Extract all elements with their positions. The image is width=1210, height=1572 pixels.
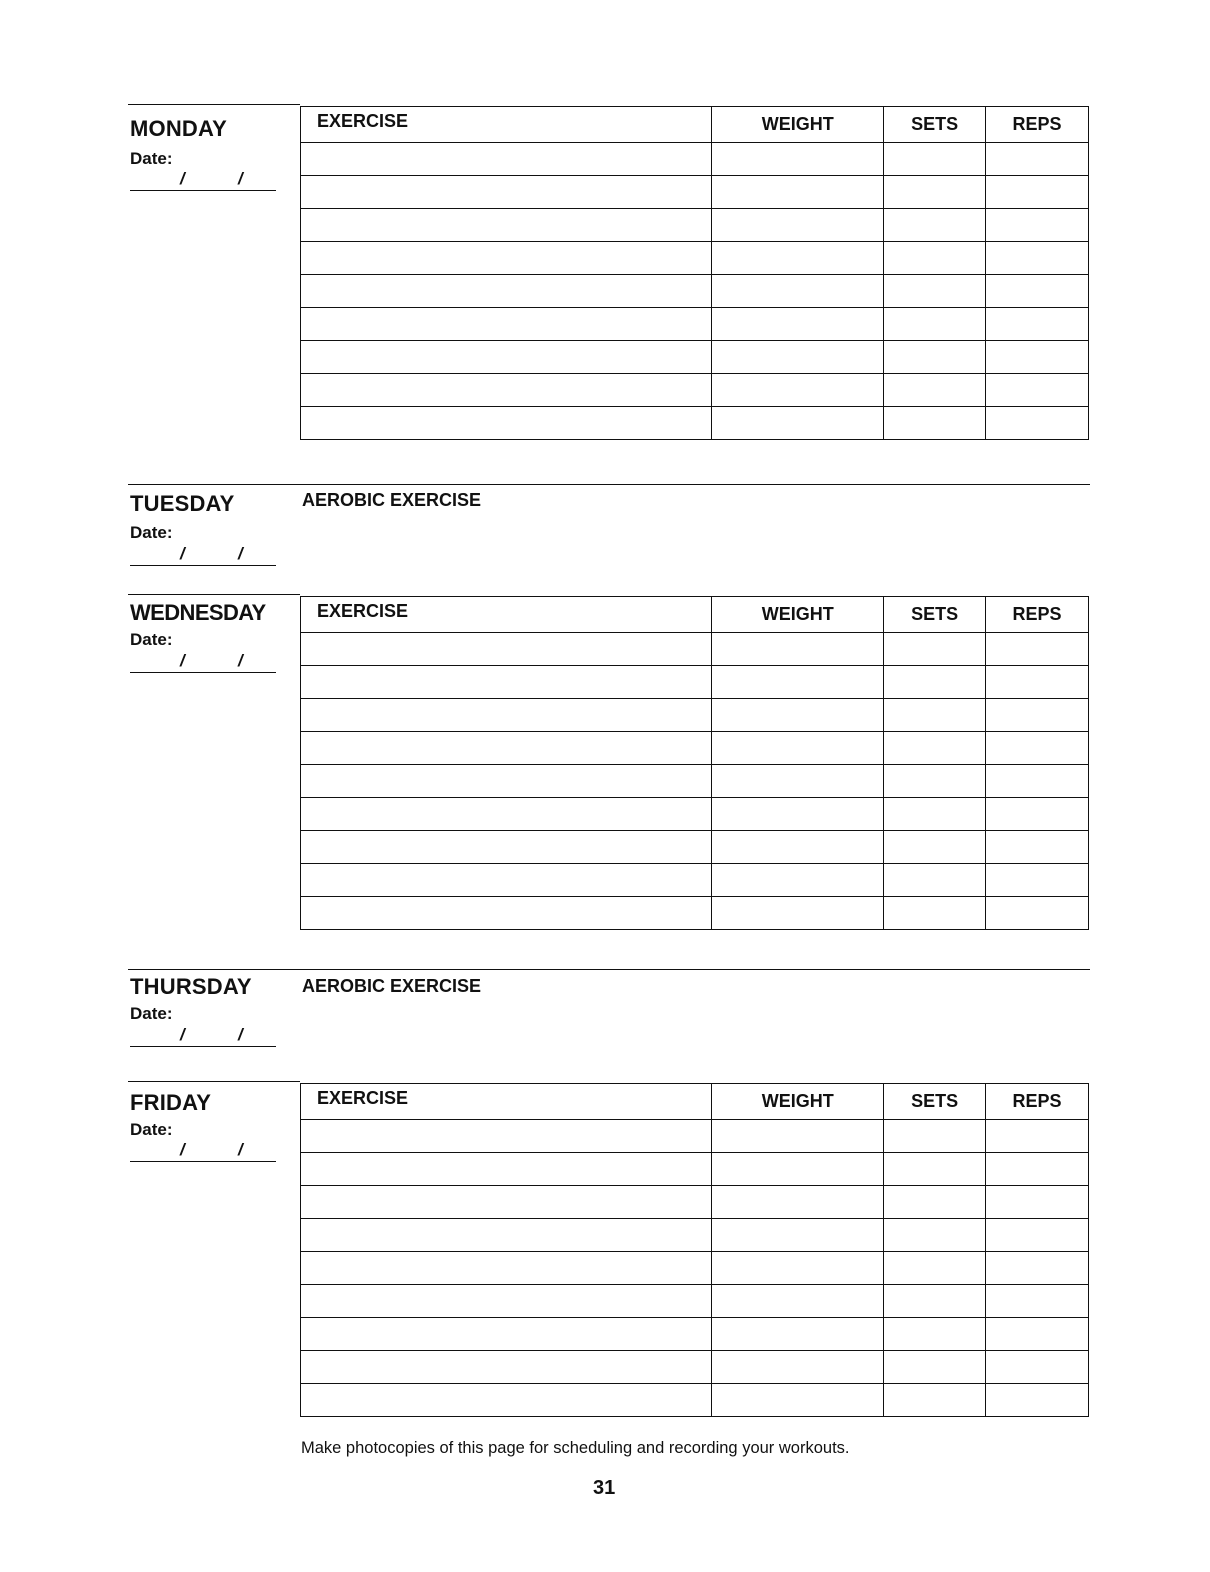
exercise-header: EXERCISE (301, 597, 712, 633)
weight-cell[interactable] (712, 1351, 884, 1384)
sets-cell[interactable] (884, 1219, 986, 1252)
sets-cell[interactable] (884, 765, 986, 798)
sets-cell[interactable] (884, 209, 986, 242)
sets-cell[interactable] (884, 798, 986, 831)
exercise-cell[interactable] (301, 341, 712, 374)
exercise-header: EXERCISE (301, 1084, 712, 1120)
exercise-cell[interactable] (301, 798, 712, 831)
sets-header: SETS (884, 107, 986, 143)
weight-cell[interactable] (712, 374, 884, 407)
date-slash: / (238, 1140, 243, 1159)
weight-cell[interactable] (712, 242, 884, 275)
reps-cell[interactable] (986, 1219, 1089, 1252)
reps-cell[interactable] (986, 699, 1089, 732)
tuesday-rule (128, 484, 1090, 485)
weight-cell[interactable] (712, 407, 884, 440)
sets-header: SETS (884, 597, 986, 633)
weight-header: WEIGHT (712, 1084, 884, 1120)
sets-cell[interactable] (884, 1120, 986, 1153)
tuesday-date-field[interactable] (130, 544, 276, 566)
monday-date-field[interactable] (130, 169, 276, 191)
tuesday-aerobic-label: AEROBIC EXERCISE (302, 490, 482, 510)
exercise-cell[interactable] (301, 209, 712, 242)
table-row (301, 1351, 1089, 1384)
reps-cell[interactable] (986, 275, 1089, 308)
exercise-cell[interactable] (301, 1318, 712, 1351)
reps-cell[interactable] (986, 1351, 1089, 1384)
exercise-cell[interactable] (301, 242, 712, 275)
reps-cell[interactable] (986, 897, 1089, 930)
exercise-cell[interactable] (301, 1219, 712, 1252)
exercise-cell[interactable] (301, 831, 712, 864)
weight-cell[interactable] (712, 1318, 884, 1351)
exercise-cell[interactable] (301, 176, 712, 209)
exercise-cell[interactable] (301, 143, 712, 176)
date-slash: / (180, 651, 185, 670)
reps-cell[interactable] (986, 209, 1089, 242)
table-row (301, 765, 1089, 798)
tuesday-date-label: Date: (130, 523, 173, 542)
reps-cell[interactable] (986, 1120, 1089, 1153)
weight-cell[interactable] (712, 897, 884, 930)
sets-cell[interactable] (884, 864, 986, 897)
weight-cell[interactable] (712, 732, 884, 765)
wednesday-rule (128, 594, 300, 595)
friday-date-label: Date: (130, 1120, 173, 1139)
table-row (301, 341, 1089, 374)
tuesday-day-name: TUESDAY (130, 491, 235, 516)
reps-cell[interactable] (986, 176, 1089, 209)
exercise-cell[interactable] (301, 308, 712, 341)
weight-header: WEIGHT (712, 107, 884, 143)
sets-cell[interactable] (884, 1153, 986, 1186)
weight-cell[interactable] (712, 176, 884, 209)
date-slash: / (180, 169, 185, 188)
weight-cell[interactable] (712, 1186, 884, 1219)
sets-header: SETS (884, 1084, 986, 1120)
sets-cell[interactable] (884, 1351, 986, 1384)
exercise-cell[interactable] (301, 1186, 712, 1219)
exercise-cell[interactable] (301, 897, 712, 930)
wednesday-exercise-table (300, 596, 1089, 930)
sets-cell[interactable] (884, 374, 986, 407)
table-header-row (301, 107, 1089, 143)
thursday-date-field[interactable] (130, 1025, 276, 1047)
reps-header: REPS (986, 597, 1089, 633)
table-row (301, 798, 1089, 831)
sets-cell[interactable] (884, 897, 986, 930)
weight-cell[interactable] (712, 1153, 884, 1186)
sets-cell[interactable] (884, 699, 986, 732)
thursday-rule (128, 969, 1090, 970)
monday-rule (128, 104, 300, 105)
exercise-cell[interactable] (301, 1153, 712, 1186)
table-row (301, 699, 1089, 732)
sets-cell[interactable] (884, 275, 986, 308)
exercise-cell[interactable] (301, 1384, 712, 1417)
date-slash: / (238, 544, 243, 563)
exercise-cell[interactable] (301, 1252, 712, 1285)
weight-cell[interactable] (712, 666, 884, 699)
exercise-cell[interactable] (301, 1285, 712, 1318)
weight-cell[interactable] (712, 1120, 884, 1153)
monday-date-label: Date: (130, 149, 173, 168)
reps-cell[interactable] (986, 1186, 1089, 1219)
exercise-cell[interactable] (301, 1120, 712, 1153)
sets-cell[interactable] (884, 1318, 986, 1351)
table-row (301, 308, 1089, 341)
table-row (301, 831, 1089, 864)
date-slash: / (238, 651, 243, 670)
exercise-cell[interactable] (301, 407, 712, 440)
date-slash: / (180, 1025, 185, 1044)
table-row (301, 864, 1089, 897)
sets-cell[interactable] (884, 341, 986, 374)
sets-cell[interactable] (884, 1186, 986, 1219)
table-row (301, 666, 1089, 699)
sets-cell[interactable] (884, 1285, 986, 1318)
weight-cell[interactable] (712, 341, 884, 374)
thursday-day-name: THURSDAY (130, 974, 252, 999)
exercise-cell[interactable] (301, 864, 712, 897)
weight-cell[interactable] (712, 308, 884, 341)
weight-cell[interactable] (712, 1384, 884, 1417)
date-slash: / (238, 169, 243, 188)
reps-cell[interactable] (986, 1252, 1089, 1285)
exercise-cell[interactable] (301, 666, 712, 699)
reps-cell[interactable] (986, 341, 1089, 374)
sets-cell[interactable] (884, 732, 986, 765)
table-row (301, 897, 1089, 930)
weight-cell[interactable] (712, 1219, 884, 1252)
thursday-aerobic-label: AEROBIC EXERCISE (302, 976, 482, 996)
sets-cell[interactable] (884, 633, 986, 666)
reps-cell[interactable] (986, 1285, 1089, 1318)
table-header-row (301, 1084, 1089, 1120)
table-row (301, 1318, 1089, 1351)
table-row (301, 1252, 1089, 1285)
sets-cell[interactable] (884, 143, 986, 176)
reps-cell[interactable] (986, 1318, 1089, 1351)
friday-rule (128, 1081, 300, 1082)
table-row (301, 1285, 1089, 1318)
reps-cell[interactable] (986, 374, 1089, 407)
friday-day-name: FRIDAY (130, 1090, 212, 1115)
weight-cell[interactable] (712, 798, 884, 831)
weight-cell[interactable] (712, 275, 884, 308)
wednesday-day-name: WEDNESDAY (130, 600, 266, 625)
table-row (301, 242, 1089, 275)
reps-cell[interactable] (986, 1153, 1089, 1186)
friday-exercise-table (300, 1083, 1089, 1417)
reps-cell[interactable] (986, 666, 1089, 699)
table-row (301, 275, 1089, 308)
exercise-cell[interactable] (301, 275, 712, 308)
table-row (301, 1120, 1089, 1153)
friday-date-field[interactable] (130, 1140, 276, 1162)
weight-cell[interactable] (712, 209, 884, 242)
reps-cell[interactable] (986, 831, 1089, 864)
reps-cell[interactable] (986, 143, 1089, 176)
wednesday-date-label: Date: (130, 630, 173, 649)
exercise-header: EXERCISE (301, 107, 712, 143)
reps-cell[interactable] (986, 308, 1089, 341)
table-row (301, 176, 1089, 209)
weight-cell[interactable] (712, 831, 884, 864)
photocopy-note: Make photocopies of this page for scheduling and recording your workouts. (301, 1439, 850, 1457)
table-row (301, 1186, 1089, 1219)
wednesday-date-field[interactable] (130, 651, 276, 673)
sets-cell[interactable] (884, 242, 986, 275)
table-row (301, 1153, 1089, 1186)
exercise-cell[interactable] (301, 732, 712, 765)
reps-cell[interactable] (986, 1384, 1089, 1417)
sets-cell[interactable] (884, 666, 986, 699)
reps-header: REPS (986, 1084, 1089, 1120)
table-header-row (301, 597, 1089, 633)
table-row (301, 374, 1089, 407)
weight-cell[interactable] (712, 633, 884, 666)
weight-cell[interactable] (712, 1252, 884, 1285)
monday-exercise-table (300, 106, 1089, 440)
reps-cell[interactable] (986, 242, 1089, 275)
exercise-cell[interactable] (301, 765, 712, 798)
reps-cell[interactable] (986, 732, 1089, 765)
date-slash: / (238, 1025, 243, 1044)
exercise-cell[interactable] (301, 633, 712, 666)
exercise-cell[interactable] (301, 1351, 712, 1384)
reps-cell[interactable] (986, 407, 1089, 440)
sets-cell[interactable] (884, 1384, 986, 1417)
reps-cell[interactable] (986, 765, 1089, 798)
exercise-cell[interactable] (301, 374, 712, 407)
sets-cell[interactable] (884, 308, 986, 341)
weight-header: WEIGHT (712, 597, 884, 633)
table-row (301, 143, 1089, 176)
table-row (301, 1219, 1089, 1252)
weight-cell[interactable] (712, 143, 884, 176)
reps-cell[interactable] (986, 633, 1089, 666)
sets-cell[interactable] (884, 1252, 986, 1285)
sets-cell[interactable] (884, 831, 986, 864)
weight-cell[interactable] (712, 765, 884, 798)
table-row (301, 407, 1089, 440)
reps-cell[interactable] (986, 798, 1089, 831)
table-row (301, 209, 1089, 242)
table-row (301, 1384, 1089, 1417)
date-slash: / (180, 544, 185, 563)
sets-cell[interactable] (884, 176, 986, 209)
weight-cell[interactable] (712, 1285, 884, 1318)
sets-cell[interactable] (884, 407, 986, 440)
date-slash: / (180, 1140, 185, 1159)
weight-cell[interactable] (712, 699, 884, 732)
reps-header: REPS (986, 107, 1089, 143)
thursday-date-label: Date: (130, 1004, 173, 1023)
page-number: 31 (593, 1477, 616, 1499)
monday-day-name: MONDAY (130, 116, 227, 141)
exercise-cell[interactable] (301, 699, 712, 732)
reps-cell[interactable] (986, 864, 1089, 897)
table-row (301, 633, 1089, 666)
weight-cell[interactable] (712, 864, 884, 897)
table-row (301, 732, 1089, 765)
